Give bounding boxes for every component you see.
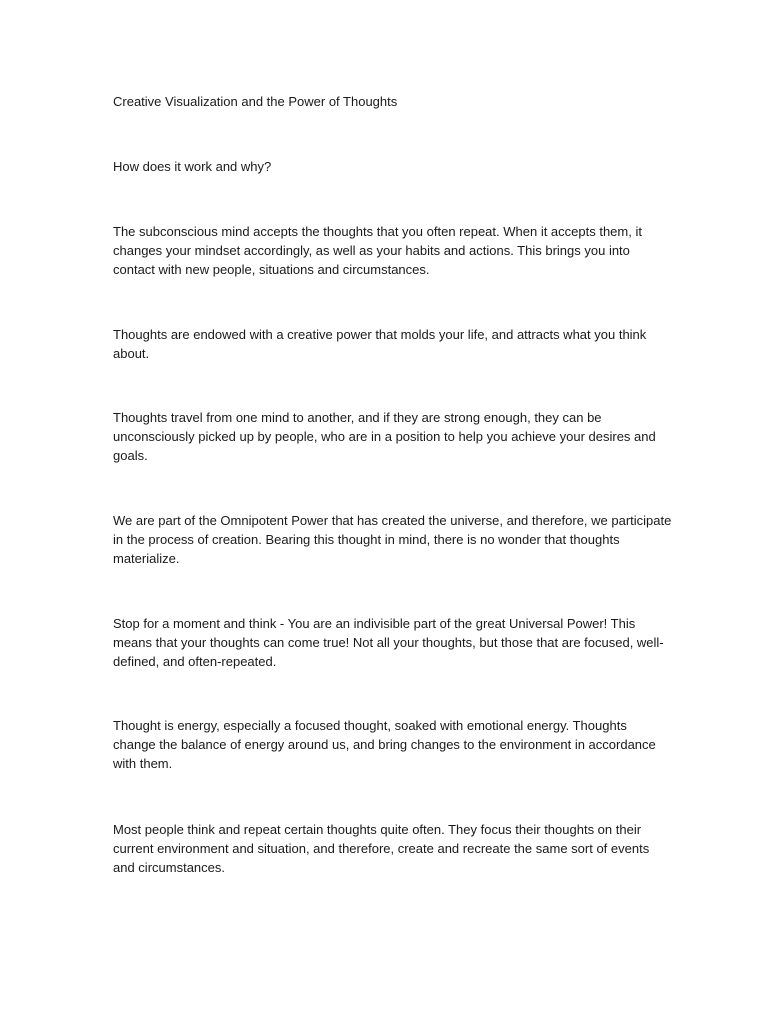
paragraph: The subconscious mind accepts the thoughts that you often repeat. When it accepts them, it changes your mindset accordingly, as well as your habits and actions. This brings you into contact with new people, situations and circumstances. (113, 224, 642, 277)
paragraph: Thoughts are endowed with a creative power that molds your life, and attracts what you think about. (113, 327, 647, 361)
paragraph: Thoughts travel from one mind to another, and if they are strong enough, they can be unconsciously picked up by people, who are in a position to help you achieve your desires and goals. (113, 410, 656, 463)
paragraph: Stop for a moment and think - You are an indivisible part of the great Universal Power! This means that your thoughts can come true! Not all your thoughts, but those that are focused, well-defined, and often-repeated. (113, 616, 664, 669)
paragraph: We are part of the Omnipotent Power that has created the universe, and therefore, we participate in the process of creation. Bearing this thought in mind, there is no wonder that thoughts materialize. (113, 513, 672, 566)
paragraph: Most people think and repeat certain thoughts quite often. They focus their thoughts on their current environment and situation, and therefore, create and recreate the same sort of events and circumstances. (113, 822, 650, 875)
document-subtitle: How does it work and why? (113, 159, 272, 174)
paragraph: Thought is energy, especially a focused thought, soaked with emotional energy. Thoughts change the balance of energy around us, and bring changes to the environment in accordance with them. (113, 718, 656, 771)
document-title: Creative Visualization and the Power of Thoughts (113, 94, 398, 109)
